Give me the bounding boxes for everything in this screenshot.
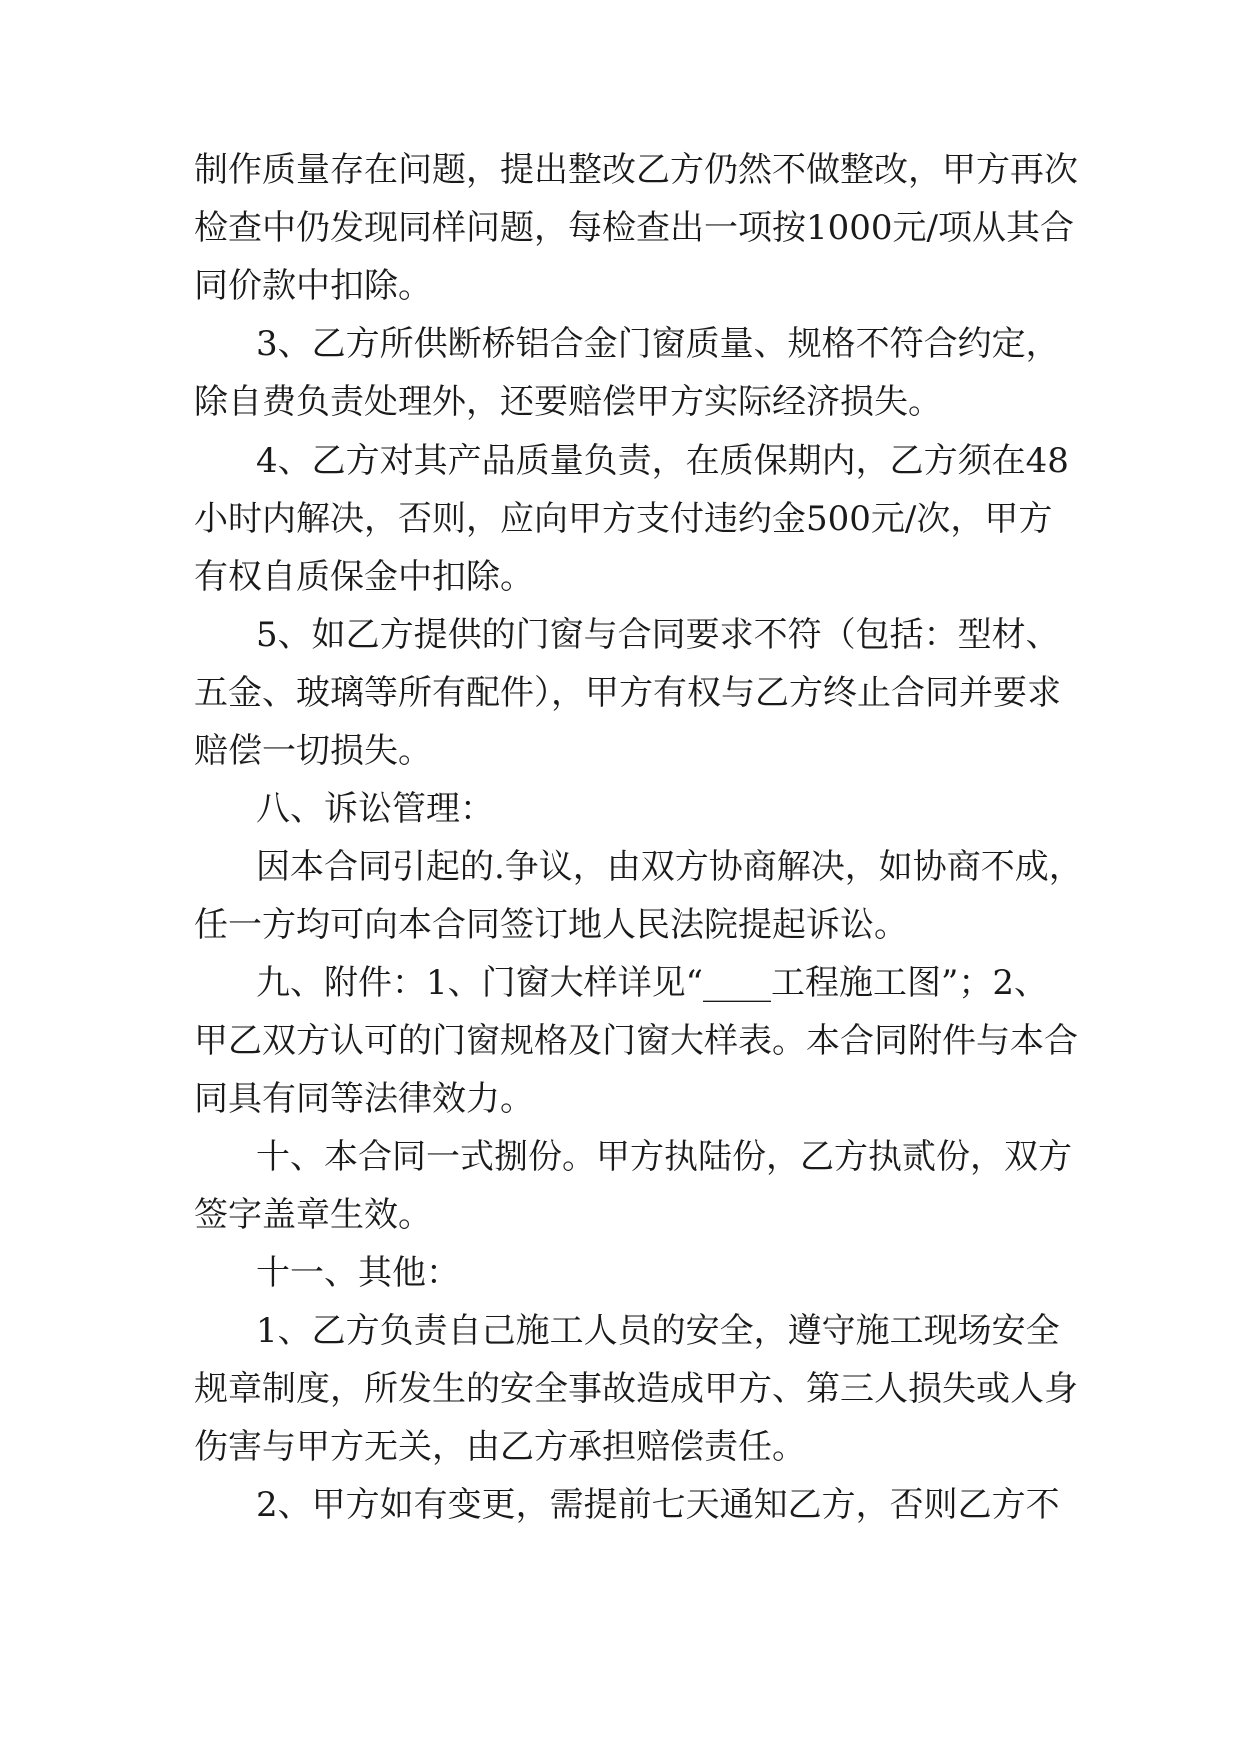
body-text-line: 检查中仍发现同样问题，每检查出一项按1000元/项从其合 <box>194 208 1074 248</box>
body-text-line: 有权自质保金中扣除。 <box>194 557 534 597</box>
body-text-line: 小时内解决，否则，应向甲方支付违约金500元/次，甲方 <box>194 499 1053 539</box>
body-text-line: 甲乙双方认可的门窗规格及门窗大样表。本合同附件与本合 <box>194 1021 1078 1061</box>
body-text-line: 2、甲方如有变更，需提前七天通知乙方，否则乙方不 <box>256 1485 1060 1525</box>
body-text-line: 因本合同引起的.争议，由双方协商解决，如协商不成， <box>256 847 1083 887</box>
body-text-line: 同具有同等法律效力。 <box>194 1079 534 1119</box>
body-text-line: 制作质量存在问题，提出整改乙方仍然不做整改，甲方再次 <box>194 150 1078 190</box>
body-text-line: 5、如乙方提供的门窗与合同要求不符（包括：型材、 <box>256 615 1060 655</box>
body-text-line: 伤害与甲方无关，由乙方承担赔偿责任。 <box>194 1427 806 1467</box>
body-text-line: 1、乙方负责自己施工人员的安全，遵守施工现场安全 <box>256 1311 1060 1351</box>
body-text-line: 除自费负责处理外，还要赔偿甲方实际经济损失。 <box>194 382 942 422</box>
body-text-line: 规章制度，所发生的安全事故造成甲方、第三人损失或人身 <box>194 1369 1078 1409</box>
body-text-line: 同价款中扣除。 <box>194 266 432 306</box>
body-text-line: 九、附件：1、门窗大样详见“____工程施工图”；2、 <box>256 963 1049 1003</box>
body-text-line: 五金、玻璃等所有配件），甲方有权与乙方终止合同并要求 <box>194 673 1061 713</box>
body-text-line: 十、本合同一式捌份。甲方执陆份，乙方执贰份，双方 <box>256 1137 1072 1177</box>
body-text-line: 3、乙方所供断桥铝合金门窗质量、规格不符合约定， <box>256 324 1060 364</box>
section-heading: 八、诉讼管理： <box>256 789 494 829</box>
body-text-line: 4、乙方对其产品质量负责，在质保期内，乙方须在48 <box>256 441 1069 481</box>
section-heading: 十一、其他： <box>256 1253 460 1293</box>
body-text-line: 签字盖章生效。 <box>194 1195 432 1235</box>
body-text-line: 赔偿一切损失。 <box>194 731 432 771</box>
body-text-line: 任一方均可向本合同签订地人民法院提起诉讼。 <box>194 905 908 945</box>
